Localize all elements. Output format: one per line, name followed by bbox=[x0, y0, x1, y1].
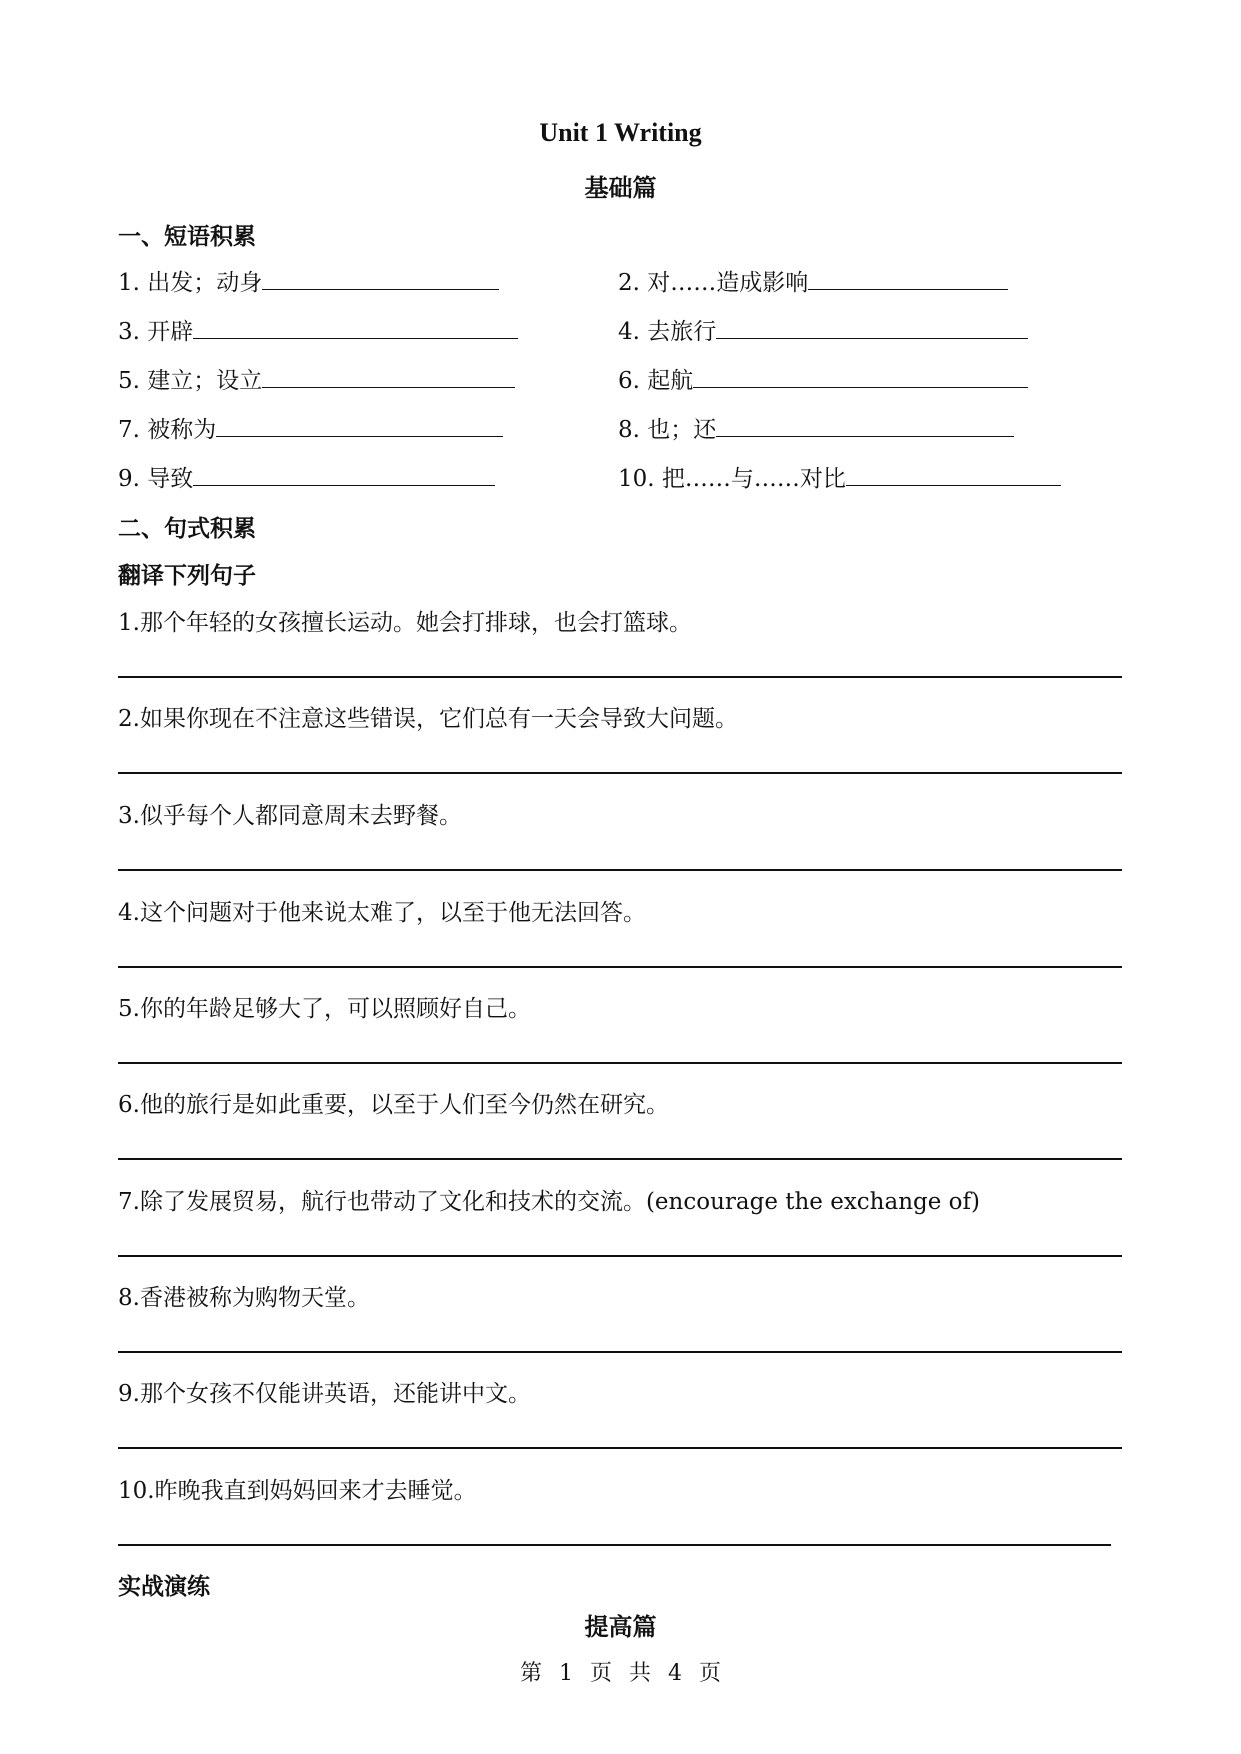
answer-line[interactable] bbox=[118, 772, 1122, 774]
answer-blank[interactable] bbox=[693, 365, 1028, 388]
sentence-prompt: 2.如果你现在不注意这些错误，它们总有一天会导致大问题。 bbox=[118, 706, 738, 732]
answer-blank[interactable] bbox=[846, 463, 1061, 486]
answer-blank[interactable] bbox=[193, 316, 518, 339]
answer-line[interactable] bbox=[118, 1544, 1111, 1546]
practice-subtitle: 提高篇 bbox=[584, 1612, 657, 1641]
phrase-item: 4. 去旅行 bbox=[618, 313, 1028, 346]
answer-line[interactable] bbox=[118, 869, 1122, 871]
document-title: Unit 1 Writing bbox=[539, 118, 702, 147]
answer-blank[interactable] bbox=[193, 463, 495, 486]
sentence-prompt: 5.你的年龄足够大了，可以照顾好自己。 bbox=[118, 996, 531, 1022]
answer-blank[interactable] bbox=[716, 414, 1014, 437]
section-heading-sentences: 二、句式积累 bbox=[118, 515, 256, 542]
sentence-prompt: 8.香港被称为购物天堂。 bbox=[118, 1285, 370, 1311]
answer-blank[interactable] bbox=[262, 365, 515, 388]
answer-blank[interactable] bbox=[216, 414, 503, 437]
sentence-prompt: 3.似乎每个人都同意周末去野餐。 bbox=[118, 803, 462, 829]
answer-line[interactable] bbox=[118, 966, 1122, 968]
phrase-item: 8. 也；还 bbox=[618, 411, 1014, 444]
section-heading-practice: 实战演练 bbox=[118, 1573, 210, 1600]
section-heading-phrases: 一、短语积累 bbox=[118, 223, 256, 250]
sentence-prompt: 4.这个问题对于他来说太难了，以至于他无法回答。 bbox=[118, 900, 646, 926]
answer-line[interactable] bbox=[118, 1447, 1122, 1449]
answer-blank[interactable] bbox=[716, 316, 1028, 339]
section-subheading-translate: 翻译下列句子 bbox=[118, 562, 256, 589]
phrase-item: 9. 导致 bbox=[118, 460, 495, 493]
answer-blank[interactable] bbox=[808, 267, 1008, 290]
phrase-item: 1. 出发；动身 bbox=[118, 264, 499, 297]
phrase-item: 3. 开辟 bbox=[118, 313, 518, 346]
answer-line[interactable] bbox=[118, 1255, 1122, 1257]
phrase-item: 5. 建立；设立 bbox=[118, 362, 515, 395]
sentence-prompt: 10.昨晚我直到妈妈回来才去睡觉。 bbox=[118, 1478, 477, 1504]
answer-line[interactable] bbox=[118, 1062, 1122, 1064]
phrase-item: 6. 起航 bbox=[618, 362, 1028, 395]
answer-line[interactable] bbox=[118, 676, 1122, 678]
answer-blank[interactable] bbox=[262, 267, 499, 290]
phrase-item: 7. 被称为 bbox=[118, 411, 503, 444]
answer-line[interactable] bbox=[118, 1158, 1122, 1160]
sentence-prompt: 9.那个女孩不仅能讲英语，还能讲中文。 bbox=[118, 1381, 531, 1407]
page-number: 第 1 页 共 4 页 bbox=[520, 1661, 721, 1686]
sentence-prompt: 1.那个年轻的女孩擅长运动。她会打排球，也会打篮球。 bbox=[118, 610, 692, 636]
answer-line[interactable] bbox=[118, 1351, 1122, 1353]
phrase-item: 2. 对……造成影响 bbox=[618, 264, 1008, 297]
phrase-item: 10. 把……与……对比 bbox=[618, 460, 1061, 493]
sentence-prompt: 7.除了发展贸易，航行也带动了文化和技术的交流。(encourage the exchange of) bbox=[118, 1189, 980, 1215]
sentence-prompt: 6.他的旅行是如此重要，以至于人们至今仍然在研究。 bbox=[118, 1092, 669, 1118]
document-subtitle: 基础篇 bbox=[584, 173, 657, 202]
